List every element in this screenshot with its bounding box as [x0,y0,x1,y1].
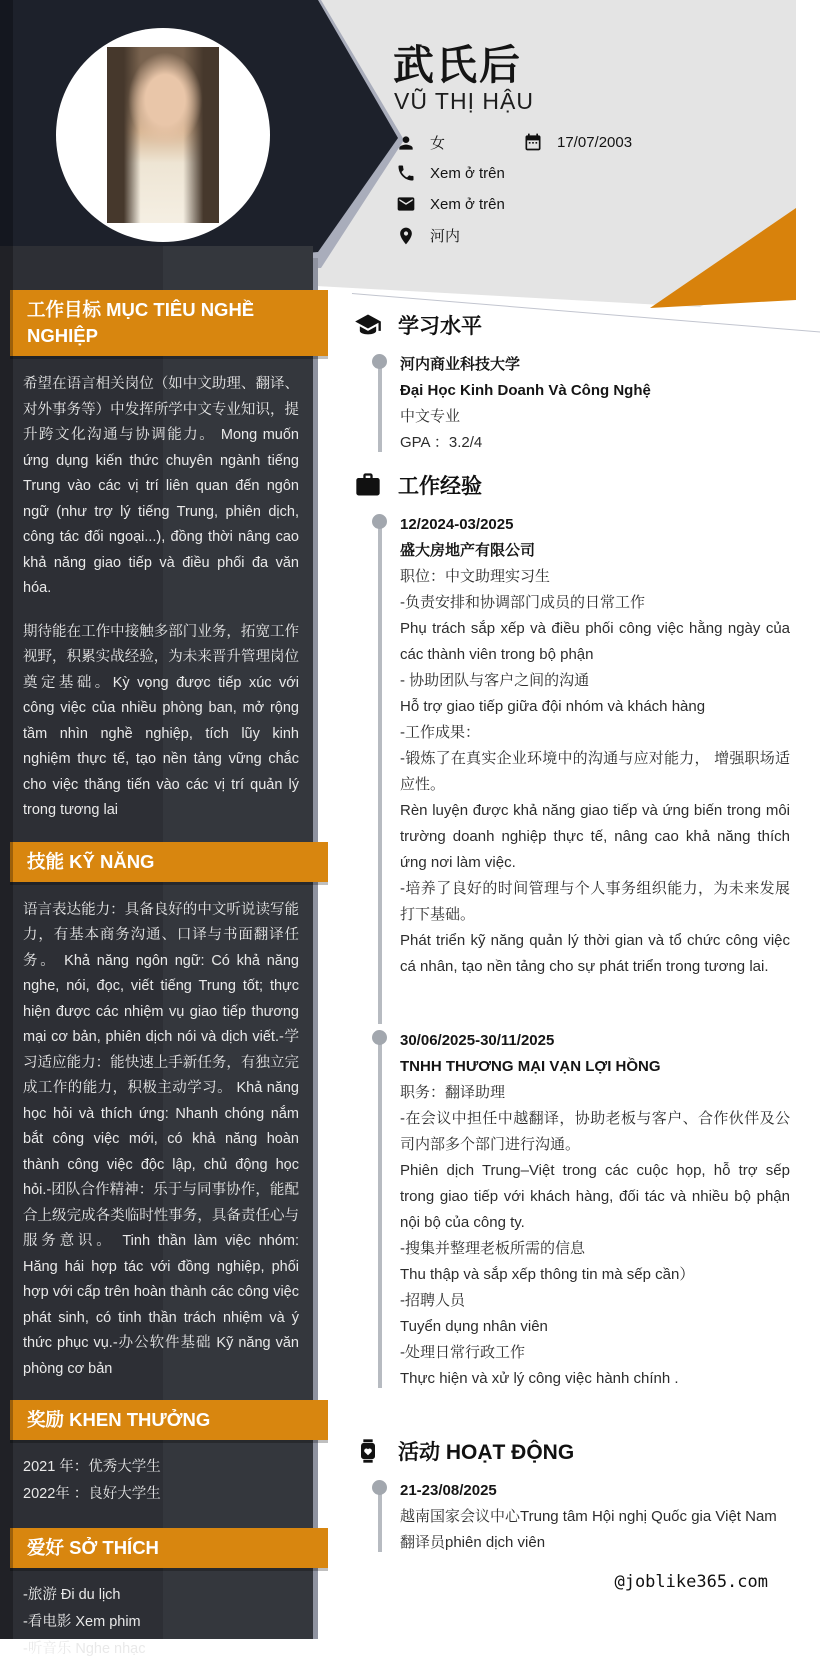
work-entry-line: -工作成果： [400,724,480,741]
location-pin-icon [396,226,416,246]
info-location [396,225,460,246]
education-section-header [354,310,796,340]
section-title-skills: 技能 KỸ NĂNG [10,842,328,882]
education-entry [318,350,796,456]
phone-value: Xem ở trên [430,164,505,182]
info-dob [523,132,632,152]
work-entry-line: Phụ trách sắp xếp và điều phối công việc hằng ngày của các thành viên trong bộ phận [400,620,790,663]
hobby-item: -看电影 Xem phim [23,1614,141,1630]
activities-section-title: 活动 HOẠT ĐỘNG [398,1441,575,1464]
work-entry-line: -在会议中担任中越翻译，协助老板与客户、合作伙伴及公司内部多个部门进行沟通。 [400,1110,790,1153]
school-name-cn: 河内商业科技大学 [400,356,521,373]
school-name-vn: Đại Học Kinh Doanh Và Công Nghệ [400,382,651,399]
work-entry-line: Rèn luyện được khả năng giao tiếp và ứng biến trong môi trường doanh nghiệp thực tế, nâng cao khả năng thích ứng nơi làm việc. [400,802,790,871]
work-entry-line: Phiên dịch Trung–Việt trong các cuộc họp, hỗ trợ sếp trong giao tiếp với khách hàng, đối tác và nhiều bộ phận nội bộ của công ty. [400,1162,790,1231]
work-section-title: 工作经验 [398,475,482,498]
work-entry-company: 盛大房地产有限公司 [400,542,536,559]
hobbies-list [23,1582,299,1663]
work-entry-line: -搜集并整理老板所需的信息 [400,1240,585,1257]
activity-badge-icon [354,1437,382,1465]
work-entry [318,1026,796,1392]
info-phone [396,163,505,183]
briefcase-icon [354,471,382,499]
work-entry-date: 30/06/2025-30/11/2025 [400,1032,555,1049]
work-entry-line: Phát triển kỹ năng quản lý thời gian và tổ chức công việc cá nhân, tạo nền tảng cho sự phát triển trong tương lai. [400,932,790,975]
work-entry-line: 职务：翻译助理 [400,1084,506,1101]
education-major: 中文专业 [400,408,461,425]
email-icon [396,194,416,214]
activity-line: 翻译员phiên dịch viên [400,1534,546,1551]
objective-paragraph: 期待能在工作中接触多部门业务，拓宽工作视野，积累实战经验，为未来晋升管理岗位奠定基础。Kỳ vọng được tiếp xúc với công việc của nhiều phòng ban, mở rộng tầm nhìn nghề nghiệp, tích lũy kinh nghiệm thực tế, tạo nền tảng vững chắc cho việc thăng tiến vào các vị trí quản lý trong tương lai [23,623,299,818]
work-section-header [354,470,796,500]
work-entry-line: Tuyển dụng nhân viên [400,1318,548,1335]
work-entry-company: TNHH THƯƠNG MẠI VẠN LỢI HỒNG [400,1058,661,1075]
work-entry-date: 12/2024-03/2025 [400,516,514,533]
activity-entry [318,1476,796,1556]
person-icon [396,133,416,153]
work-entry-line: -负责安排和协调部门成员的日常工作 [400,594,645,611]
activity-date: 21-23/08/2025 [400,1482,497,1499]
section-title-awards: 奖励 KHEN THƯỞNG [10,1400,328,1440]
section-title-objective: 工作目标 MỤC TIÊU NGHỀ NGHIỆP [10,290,328,356]
hobby-item: -听音乐 Nghe nhạc [23,1641,146,1657]
work-entry-line: 职位：中文助理实习生 [400,568,551,585]
objective-paragraph: 希望在语言相关岗位（如中文助理、翻译、对外事务等）中发挥所学中文专业知识，提升跨文化沟通与协调能力。 Mong muốn ứng dụng kiến thức chuyên ngành tiếng Trung vào các vị trí liên quan đến ngôn ngữ (như trợ lý tiếng Trung, phiên dịch, công tác đối ngoại...), đồng thời nâng cao khả năng giao tiếp và điều phối đa văn hóa. [23,376,299,596]
profile-photo-frame [56,28,270,242]
section-title-hobbies: 爱好 SỞ THÍCH [10,1528,328,1568]
skills-paragraph: 语言表达能力：具备良好的中文听说读写能力，有基本商务沟通、口译与书面翻译任务。 Khả năng ngôn ngữ: Có khả năng nghe, nói, đọc, viết tiếng Trung tốt; thực hiện được các nhiệm vụ giao tiếp thương mại cơ bản, phiên dịch nói và dịch viết.-学习适应能力：能快速上手新任务，有独立完成工作的能力，积极主动学习。 Khả năng học hỏi và thích ứng: Nhanh chóng nắm bắt công việc mới, có khả năng hoàn thành công việc độc lập, chủ động học hỏi.-团队合作精神：乐于与同事协作，能配合上级完成各类临时性事务，具备责任心与服务意识。 Tinh thần làm việc nhóm: Hăng hái hợp tác với đồng nghiệp, phối hợp với cấp trên hoàn thành các công việc phát sinh, có tinh thần trách nhiệm và ý thức phục vụ.-办公软件基础 Kỹ năng văn phòng cơ bản [23,901,299,1377]
main-column [318,296,796,1556]
education-gpa: GPA ：3.2/4 [400,434,483,451]
calendar-icon [523,132,543,152]
work-entry-line: - 协助团队与客户之间的沟通 [400,672,590,689]
email-value: Xem ở trên [430,195,505,213]
phone-icon [396,163,416,183]
activities-section-header [354,1436,796,1466]
info-gender [396,132,445,153]
work-entry-line: Hỗ trợ giao tiếp giữa đội nhóm và khách hàng [400,698,706,715]
location-value: 河内 [430,228,461,245]
sidebar [0,246,313,1657]
info-email [396,194,505,214]
award-item: 2022年 ：良好大学生 [23,1486,161,1502]
awards-list [23,1454,299,1508]
graduation-cap-icon [354,311,382,339]
profile-photo [107,47,219,223]
work-entry-line: Thu thập và sắp xếp thông tin mà sếp cần） [400,1266,695,1283]
gender-value: 女 [430,135,446,152]
work-entry-line: -锻炼了在真实企业环境中的沟通与应对能力， 增强职场适应性。 [400,750,790,793]
name-vietnamese: VŨ THỊ HẬU [394,88,534,114]
work-entry-line: -培养了良好的时间管理与个人事务组织能力，为未来发展打下基础。 [400,880,790,923]
work-entry [318,510,796,980]
watermark: @joblike365.com [614,1572,768,1592]
activity-line: 越南国家会议中心Trung tâm Hội nghị Quốc gia Việt Nam [400,1508,777,1525]
education-section-title: 学习水平 [398,315,482,338]
dob-value: 17/07/2003 [557,133,633,151]
left-edge-strip [0,0,13,1639]
work-entry-line: -处理日常行政工作 [400,1344,525,1361]
work-entry-line: Thực hiện và xử lý công việc hành chính . [400,1370,679,1387]
award-item: 2021 年：优秀大学生 [23,1459,161,1475]
work-entry-line: -招聘人员 [400,1292,465,1309]
name-chinese: 武氏后 [393,42,522,88]
hobby-item: -旅游 Đi du lịch [23,1587,121,1603]
